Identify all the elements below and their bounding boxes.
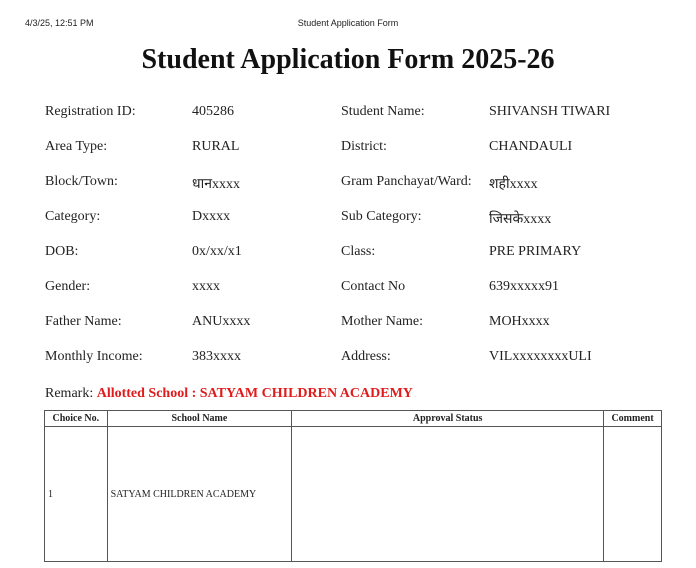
field-label: Category: — [45, 209, 101, 224]
detail-row — [0, 349, 696, 384]
field-label: Sub Category: — [341, 209, 422, 224]
detail-row — [0, 244, 696, 279]
field-label: Block/Town: — [45, 174, 118, 189]
detail-row — [0, 279, 696, 314]
field-value: VILxxxxxxxxULI — [489, 349, 592, 364]
field-label: Monthly Income: — [45, 349, 143, 364]
field-label: Student Name: — [341, 104, 425, 119]
field-value: शहीxxxx — [489, 177, 538, 192]
field-value: PRE PRIMARY — [489, 244, 582, 259]
field-label: Class: — [341, 244, 376, 259]
field-label: Registration ID: — [45, 104, 136, 119]
field-label: District: — [341, 139, 387, 154]
print-page-title: Student Application Form — [297, 18, 399, 28]
column-header: School Name — [107, 411, 292, 427]
field-value: ANUxxxx — [192, 314, 251, 329]
field-value: 383xxxx — [192, 349, 241, 364]
detail-row — [0, 209, 696, 244]
field-value: जिसकेxxxx — [489, 212, 552, 227]
detail-row — [0, 314, 696, 349]
field-label: Mother Name: — [341, 314, 424, 329]
field-label: Father Name: — [45, 314, 122, 329]
detail-row — [0, 139, 696, 174]
choice-number-cell: 1 — [45, 427, 108, 562]
column-header: Approval Status — [292, 411, 604, 427]
field-label: DOB: — [45, 244, 79, 259]
comment-cell — [604, 427, 662, 562]
field-label: Area Type: — [45, 139, 108, 154]
field-value: 405286 — [192, 104, 234, 119]
field-label: Contact No — [341, 279, 406, 294]
print-datetime: 4/3/25, 12:51 PM — [25, 18, 94, 28]
field-label: Gender: — [45, 279, 91, 294]
remark-label: Remark: — [45, 386, 94, 401]
table-header-row — [45, 411, 662, 427]
detail-row — [0, 174, 696, 209]
applicant-details — [0, 104, 696, 384]
column-header: Comment — [604, 411, 662, 427]
school-choices-table — [44, 410, 662, 562]
column-header: Choice No. — [45, 411, 108, 427]
field-label: Address: — [341, 349, 391, 364]
field-value: 0x/xx/x1 — [192, 244, 242, 259]
field-value: xxxx — [192, 279, 220, 294]
field-value: SHIVANSH TIWARI — [489, 104, 611, 119]
field-value: RURAL — [192, 139, 240, 154]
field-value: 639xxxxx91 — [489, 279, 559, 294]
approval-status-cell — [292, 427, 604, 562]
field-label: Gram Panchayat/Ward: — [341, 174, 472, 189]
field-value: Dxxxx — [192, 209, 231, 224]
form-title: Student Application Form 2025-26 — [141, 44, 555, 75]
field-value: धानxxxx — [192, 177, 241, 192]
remark-value: Allotted School : SATYAM CHILDREN ACADEMY — [96, 386, 413, 401]
detail-row — [0, 104, 696, 139]
table-row — [45, 427, 662, 562]
remark — [45, 386, 413, 402]
field-value: CHANDAULI — [489, 139, 573, 154]
field-value: MOHxxxx — [489, 314, 550, 329]
school-name-cell: SATYAM CHILDREN ACADEMY — [107, 427, 292, 562]
